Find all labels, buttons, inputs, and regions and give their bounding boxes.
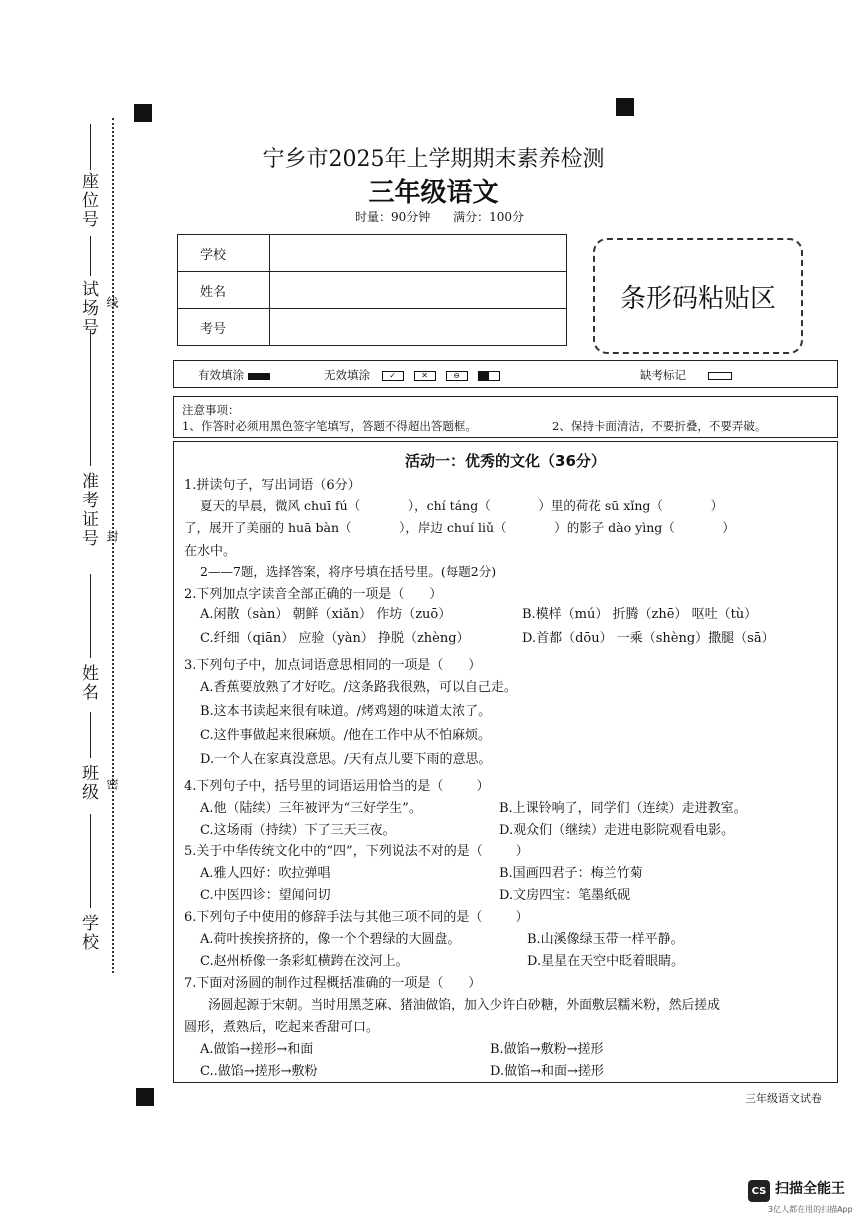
invalid-fill-label	[324, 367, 510, 383]
q1-line-1: 夏天的早晨，微风 chuī fú（ ），chí táng（ ）里的荷花 sū xǐng（ ）	[200, 498, 724, 513]
side-exam-room-label: 试场号	[78, 280, 98, 337]
absent-text: 缺考标记	[640, 368, 686, 382]
q6-option-d: D.星星在天空中眨着眼睛。	[527, 954, 685, 969]
q2-option-c: C.纤细（qiān） 应验（yàn） 挣脱（zhèng）	[200, 631, 470, 646]
q1-line-2: 了，展开了美丽的 huā bàn（ ），岸边 chuí liǔ（ ）的影子 dào yìng（ ）	[184, 520, 735, 535]
side-school-blank	[90, 814, 91, 908]
fill-example-row	[173, 360, 838, 388]
q7-stem: 7.下面对汤圆的制作过程概括准确的一项是（ ）	[184, 976, 482, 991]
valid-fill-label	[198, 367, 270, 383]
exam-title: 宁乡市2025年上学期期末素养检测	[262, 147, 605, 172]
exam-no-label: 考号	[178, 309, 270, 346]
scanner-app-name: 扫描全能王	[775, 1181, 845, 1197]
scanner-logo-icon: CS	[748, 1180, 770, 1202]
school-label: 学校	[178, 235, 270, 272]
q7-passage-1: 汤圆起源于宋朝。当时用黑芝麻、猪油做馅，加入少许白砂糖，外面敷层糯米粉，然后搓成	[208, 998, 720, 1013]
side-seal-feng: 封	[105, 530, 119, 544]
q6-stem: 6.下列句子中使用的修辞手法与其他三项不同的是（ ）	[184, 910, 529, 925]
corner-marker-top-left	[134, 104, 152, 122]
scanner-tagline: 3亿人都在用的扫描App	[768, 1205, 853, 1214]
page-footer: 三年级语文试卷	[745, 1092, 822, 1105]
q7-passage-2: 圆形，煮熟后，吃起来香甜可口。	[184, 1020, 380, 1035]
valid-fill-text: 有效填涂	[198, 368, 244, 382]
q3-stem: 3.下列句子中，加点词语意思相同的一项是（ ）	[184, 658, 482, 673]
corner-marker-top-right	[616, 98, 634, 116]
notice-item-1: 1、作答时必须用黑色签字笔填写，答题不得超出答题框。	[182, 419, 477, 433]
side-class-label: 班级	[78, 764, 98, 802]
q4-option-a: A.他（陆续）三年被评为“三好学生”。	[200, 801, 422, 816]
q2-option-d: D.首都（dōu） 一乘（shèng）撒腿（sā）	[522, 631, 775, 646]
q4-option-d: D.观众们（继续）走进电影院观看电影。	[499, 823, 735, 838]
absent-mark-box[interactable]	[708, 372, 732, 380]
q4-option-b: B.上课铃响了，同学们（连续）走进教室。	[499, 801, 747, 816]
q5-option-a: A.雅人四好：吹拉弹唱	[200, 866, 331, 881]
q5-option-c: C.中医四诊：望闻问切	[200, 888, 331, 903]
side-class-blank	[90, 712, 91, 758]
side-exam-room-blank	[90, 236, 91, 276]
invalid-mark-check: ✓	[382, 371, 404, 381]
q5-option-d: D.文房四宝：笔墨纸砚	[499, 888, 631, 903]
invalid-mark-half	[478, 371, 500, 381]
q7-option-d: D.做馅→和面→搓形	[490, 1064, 604, 1079]
q1-line-3: 在水中。	[184, 544, 237, 559]
q2-option-b: B.模样（mú） 折腾（zhē） 呕吐（tù）	[522, 607, 758, 622]
q7-option-b: B.做馅→敷粉→搓形	[490, 1042, 604, 1057]
q5-option-b: B.国画四君子：梅兰竹菊	[499, 866, 643, 881]
exam-no-field[interactable]	[270, 309, 567, 346]
q3-option-c: C.这件事做起来很麻烦。/他在工作中从不怕麻烦。	[200, 728, 491, 743]
side-name-label: 姓名	[78, 664, 98, 702]
side-school-label: 学校	[78, 914, 98, 952]
invalid-mark-circle: ⊖	[446, 371, 468, 381]
invalid-mark-cross: ✕	[414, 371, 436, 381]
side-exam-id-label: 准考证号	[78, 472, 98, 548]
q7-option-a: A.做馅→搓形→和面	[200, 1042, 314, 1057]
notice-box	[173, 396, 838, 438]
side-seal-line: 线	[105, 296, 119, 310]
notice-title: 注意事项：	[182, 403, 240, 417]
school-field[interactable]	[270, 235, 567, 272]
barcode-paste-area: 条形码粘贴区	[593, 238, 803, 354]
notice-item-2: 2、保持卡面清洁，不要折叠，不要弄破。	[552, 419, 767, 433]
q6-option-c: C.赵州桥像一条彩虹横跨在洨河上。	[200, 954, 409, 969]
q1-stem: 1.拼读句子，写出词语（6分）	[184, 478, 361, 493]
q4-stem: 4.下列句子中，括号里的词语运用恰当的是（ ）	[184, 779, 490, 794]
name-field[interactable]	[270, 272, 567, 309]
section-title: 活动一：优秀的文化（36分）	[405, 452, 606, 470]
student-info-table	[177, 234, 567, 346]
name-label: 姓名	[178, 272, 270, 309]
valid-fill-mark	[248, 373, 270, 380]
q5-stem: 5.关于中华传统文化中的“四”，下列说法不对的是（ ）	[184, 844, 529, 859]
q2-stem: 2.下列加点字读音全部正确的一项是（ ）	[184, 587, 443, 602]
exam-time-score: 时量：90分钟 满分：100分	[355, 210, 525, 224]
q4-option-c: C.这场雨（持续）下了三天三夜。	[200, 823, 396, 838]
side-name-blank	[90, 574, 91, 658]
corner-marker-bottom-left	[136, 1088, 154, 1106]
q6-option-a: A.荷叶挨挨挤挤的，像一个个碧绿的大圆盘。	[200, 932, 461, 947]
exam-subject: 三年级语文	[368, 178, 499, 208]
binding-dotted-line	[112, 118, 114, 973]
q6-option-b: B.山溪像绿玉带一样平静。	[527, 932, 684, 947]
q2-option-a: A.闲散（sàn） 朝鲜（xiǎn） 作坊（zuō）	[200, 607, 452, 622]
side-seal-mi: 密	[105, 778, 119, 792]
invalid-fill-text: 无效填涂	[324, 368, 370, 382]
answer-area	[173, 441, 838, 1083]
instruction: 2——7题，选择答案，将序号填在括号里。(每题2分)	[200, 564, 497, 579]
absent-label	[640, 367, 732, 383]
q3-option-a: A.香蕉要放熟了才好吃。/这条路我很熟，可以自己走。	[200, 680, 517, 695]
q3-option-b: B.这本书读起来很有味道。/烤鸡翅的味道太浓了。	[200, 704, 492, 719]
side-seat-label: 座位号	[78, 172, 98, 229]
q7-option-c: C..做馅→搓形→敷粉	[200, 1064, 318, 1079]
q3-option-d: D.一个人在家真没意思。/天有点儿要下雨的意思。	[200, 752, 492, 767]
side-exam-id-blank	[90, 330, 91, 466]
